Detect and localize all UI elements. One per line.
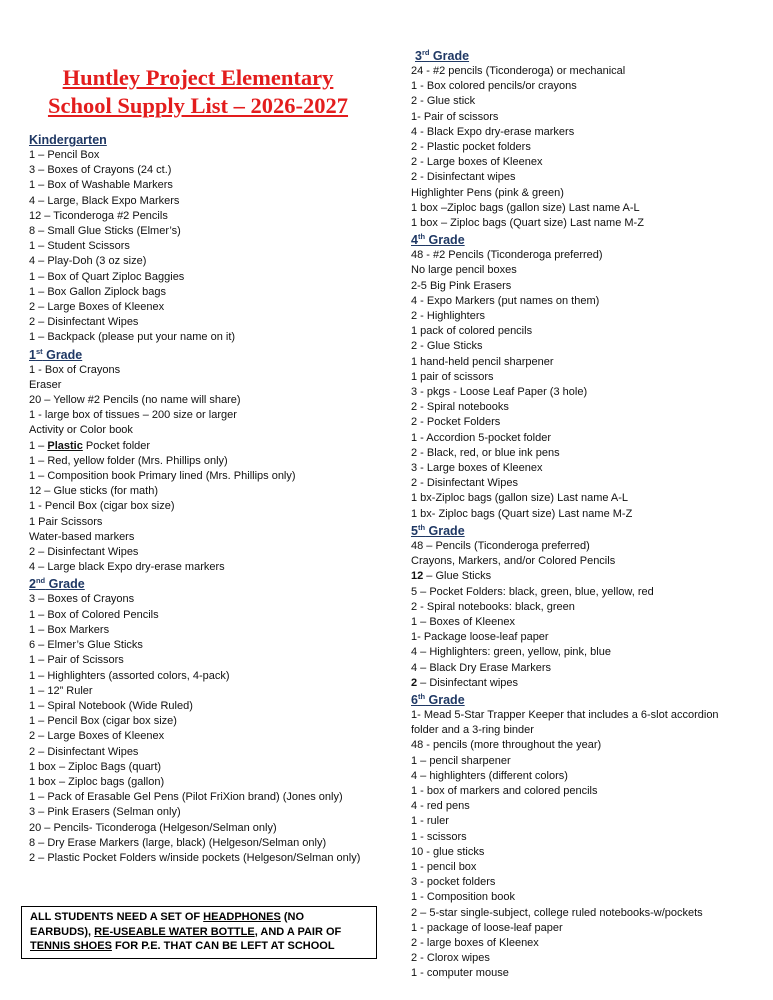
list-item: 1 – Boxes of Kleenex [411,615,515,628]
list-item: 2 – Disinfectant Wipes [29,316,139,329]
list-item: 2-5 Big Pink Erasers [411,279,512,292]
list-item: 1 – Composition book Primary lined (Mrs. Phillips only) [29,470,296,483]
grade5-list-a [411,539,761,569]
grade3-list [411,64,761,231]
list-item: 6 – Elmer’s Glue Sticks [29,639,143,652]
list-item: 4 - Black Expo dry-erase markers [411,125,575,138]
grade4-heading: 4th Grade [411,232,465,248]
list-item: 1 box – Ziploc Bags (quart) [29,760,162,773]
list-item: 1 – Pack of Erasable Gel Pens (Pilot FriXion brand) (Jones only) [29,791,343,804]
grade6-heading: 6th Grade [411,691,465,707]
list-item: 8 – Dry Erase Markers (large, black) (Helgeson/Selman only) [29,836,327,849]
list-item: 2 – Large Boxes of Kleenex [29,730,165,743]
list-item: 2 - Spiral notebooks: black, green [411,600,575,613]
list-item: 1 - scissors [411,830,467,843]
list-item: 1 box – Ziploc bags (gallon) [29,775,165,788]
list-item: 2 - Black, red, or blue ink pens [411,446,560,459]
right-column [411,47,761,982]
list-item: 1- Pair of scissors [411,110,499,123]
grade3-heading: 3rd Grade [415,48,470,63]
list-item: 10 - glue sticks [411,845,485,858]
list-item: 4 – Large black Expo dry-erase markers [29,561,225,574]
list-item: 1 - Accordion 5-pocket folder [411,431,552,444]
list-item: 1 hand-held pencil sharpener [411,355,554,368]
page-title [22,64,374,120]
kindergarten-heading: Kindergarten [29,133,107,147]
grade4-list [411,248,761,522]
list-item: 1 – Pair of Scissors [29,654,124,667]
list-item: 1 - computer mouse [411,967,509,980]
list-item: 1- Mead 5-Star Trapper Keeper that includes a 6-slot accordion [411,708,719,721]
list-item: 12 – Glue Sticks [411,570,492,583]
list-item: 1 - Box colored pencils/or crayons [411,80,577,93]
list-item: 1 – 12” Ruler [29,684,93,697]
list-item: 2 - Spiral notebooks [411,401,509,414]
list-item: 2 – Disinfectant Wipes [29,745,139,758]
list-item: Water-based markers [29,530,135,543]
list-item: 1 - Composition book [411,891,515,904]
list-item: 1 - pencil box [411,860,477,873]
list-item: 4 – Black Dry Erase Markers [411,661,551,674]
list-item: 2 – Disinfectant wipes [411,676,519,689]
list-item: 8 – Small Glue Sticks (Elmer’s) [29,225,181,238]
list-item: 2 - Highlighters [411,310,485,323]
grade6-list [411,708,761,982]
list-item: 1 - package of loose-leaf paper [411,921,563,934]
list-item: 1 box – Ziploc bags (Quart size) Last name M-Z [411,217,644,230]
list-item: 1 – Spiral Notebook (Wide Ruled) [29,699,193,712]
list-item: 1 – Plastic Pocket folder [29,439,151,452]
grade1-list-b [29,454,379,576]
list-item: 48 – Pencils (Ticonderoga preferred) [411,539,590,552]
list-item: 2 - large boxes of Kleenex [411,936,539,949]
list-item: 1 – Red, yellow folder (Mrs. Phillips only) [29,454,228,467]
list-item: Activity or Color book [29,424,133,437]
list-item: 1 – Box of Colored Pencils [29,608,159,621]
list-item: 2 - Large boxes of Kleenex [411,156,543,169]
list-item: 3 – Pink Erasers (Selman only) [29,806,181,819]
list-item: 1 - ruler [411,815,449,828]
list-item: 2 – Large Boxes of Kleenex [29,301,165,314]
grade1-list-a [29,363,379,439]
list-item: 1 Pair Scissors [29,515,103,528]
grade2-heading: 2nd Grade [29,576,85,592]
list-item: 1 - box of markers and colored pencils [411,784,598,797]
list-item: 1 – Box of Washable Markers [29,179,173,192]
list-item: Crayons, Markers, and/or Colored Pencils [411,555,616,568]
list-item: 2 - Pocket Folders [411,416,501,429]
list-item: 20 – Pencils- Ticonderoga (Helgeson/Selman only) [29,821,277,834]
list-item: 1 – Backpack (please put your name on it) [29,331,236,344]
list-item: 2 - Glue stick [411,95,476,108]
list-item: 12 – Glue sticks (for math) [29,485,158,498]
list-item: 1 – Box of Quart Ziploc Baggies [29,270,185,283]
list-item: 2 - Disinfectant Wipes [411,477,518,490]
list-item: 4 – highlighters (different colors) [411,769,568,782]
list-item: 4 - Expo Markers (put names on them) [411,294,600,307]
list-item: 1 – Highlighters (assorted colors, 4-pack) [29,669,230,682]
list-item: 2 – 5-star single-subject, college ruled notebooks-w/pockets [411,906,703,919]
list-item: 3 – Boxes of Crayons [29,593,135,606]
title-line-1: Huntley Project Elementary [62,65,334,90]
list-item: 3 – Boxes of Crayons (24 ct.) [29,164,172,177]
list-item: 4 - red pens [411,800,470,813]
list-item: 2 - Glue Sticks [411,340,483,353]
list-item: No large pencil boxes [411,264,517,277]
list-item: 48 - pencils (more throughout the year) [411,739,602,752]
list-item: 1 – Pencil Box [29,149,100,161]
grade5-heading: 5th Grade [411,522,465,538]
kindergarten-list [29,148,379,346]
list-item: 12 – Ticonderoga #2 Pencils [29,209,168,222]
list-item: 2 – Disinfectant Wipes [29,546,139,559]
grade1-heading: 1st Grade [29,346,83,362]
list-item: 1 pair of scissors [411,370,494,383]
list-item: 48 - #2 Pencils (Ticonderoga preferred) [411,249,603,262]
list-item: 2 - Clorox wipes [411,952,490,965]
list-item: 1 - Pencil Box (cigar box size) [29,500,175,513]
list-item: 1 – Pencil Box (cigar box size) [29,715,177,728]
all-students-notice: ALL STUDENTS NEED A SET OF HEADPHONES (NO EARBUDS), RE-USEABLE WATER BOTTLE, AND A PAIR OF TENNIS SHOES FOR P.E. THAT CAN BE LEFT AT SCHOOL [21,906,377,959]
list-item: 4 – Play-Doh (3 oz size) [29,255,147,268]
list-item: 3 - Large boxes of Kleenex [411,462,543,475]
list-item: 3 - pkgs - Loose Leaf Paper (3 hole) [411,386,588,399]
list-item: 1 – pencil sharpener [411,754,511,767]
grade5-list-b [411,585,761,676]
list-item: 4 – Highlighters: green, yellow, pink, blue [411,646,611,659]
list-item: 4 – Large, Black Expo Markers [29,194,180,207]
title-line-2: School Supply List – 2026-2027 [47,93,349,118]
list-item: 2 – Plastic Pocket Folders w/inside pockets (Helgeson/Selman only) [29,851,361,864]
list-item: 24 - #2 pencils (Ticonderoga) or mechanical [411,65,626,77]
list-item: 1 – Student Scissors [29,240,130,253]
grade2-list [29,592,379,866]
list-item: 2 - Disinfectant wipes [411,171,516,184]
list-item: 2 - Plastic pocket folders [411,141,531,154]
list-item: Highlighter Pens (pink & green) [411,186,564,199]
list-item: 1 bx- Ziploc bags (Quart size) Last name M-Z [411,507,633,520]
list-item: 5 – Pocket Folders: black, green, blue, yellow, red [411,585,654,598]
list-item: 1 - large box of tissues – 200 size or larger [29,409,237,422]
left-column [29,131,379,866]
list-item: 1 bx-Ziploc bags (gallon size) Last name A-L [411,492,629,505]
list-item: 1 - Box of Crayons [29,363,121,376]
list-item: 20 – Yellow #2 Pencils (no name will share) [29,394,241,407]
list-item: 1 pack of colored pencils [411,325,533,338]
list-item: 3 - pocket folders [411,876,496,889]
list-item: 1- Package loose-leaf paper [411,631,549,644]
list-item: Eraser [29,378,62,391]
list-item: 1 – Box Gallon Ziplock bags [29,285,166,298]
list-item: folder and a 3-ring binder [411,724,534,737]
list-item: 1 – Box Markers [29,623,110,636]
list-item: 1 box –Ziploc bags (gallon size) Last name A-L [411,201,640,214]
